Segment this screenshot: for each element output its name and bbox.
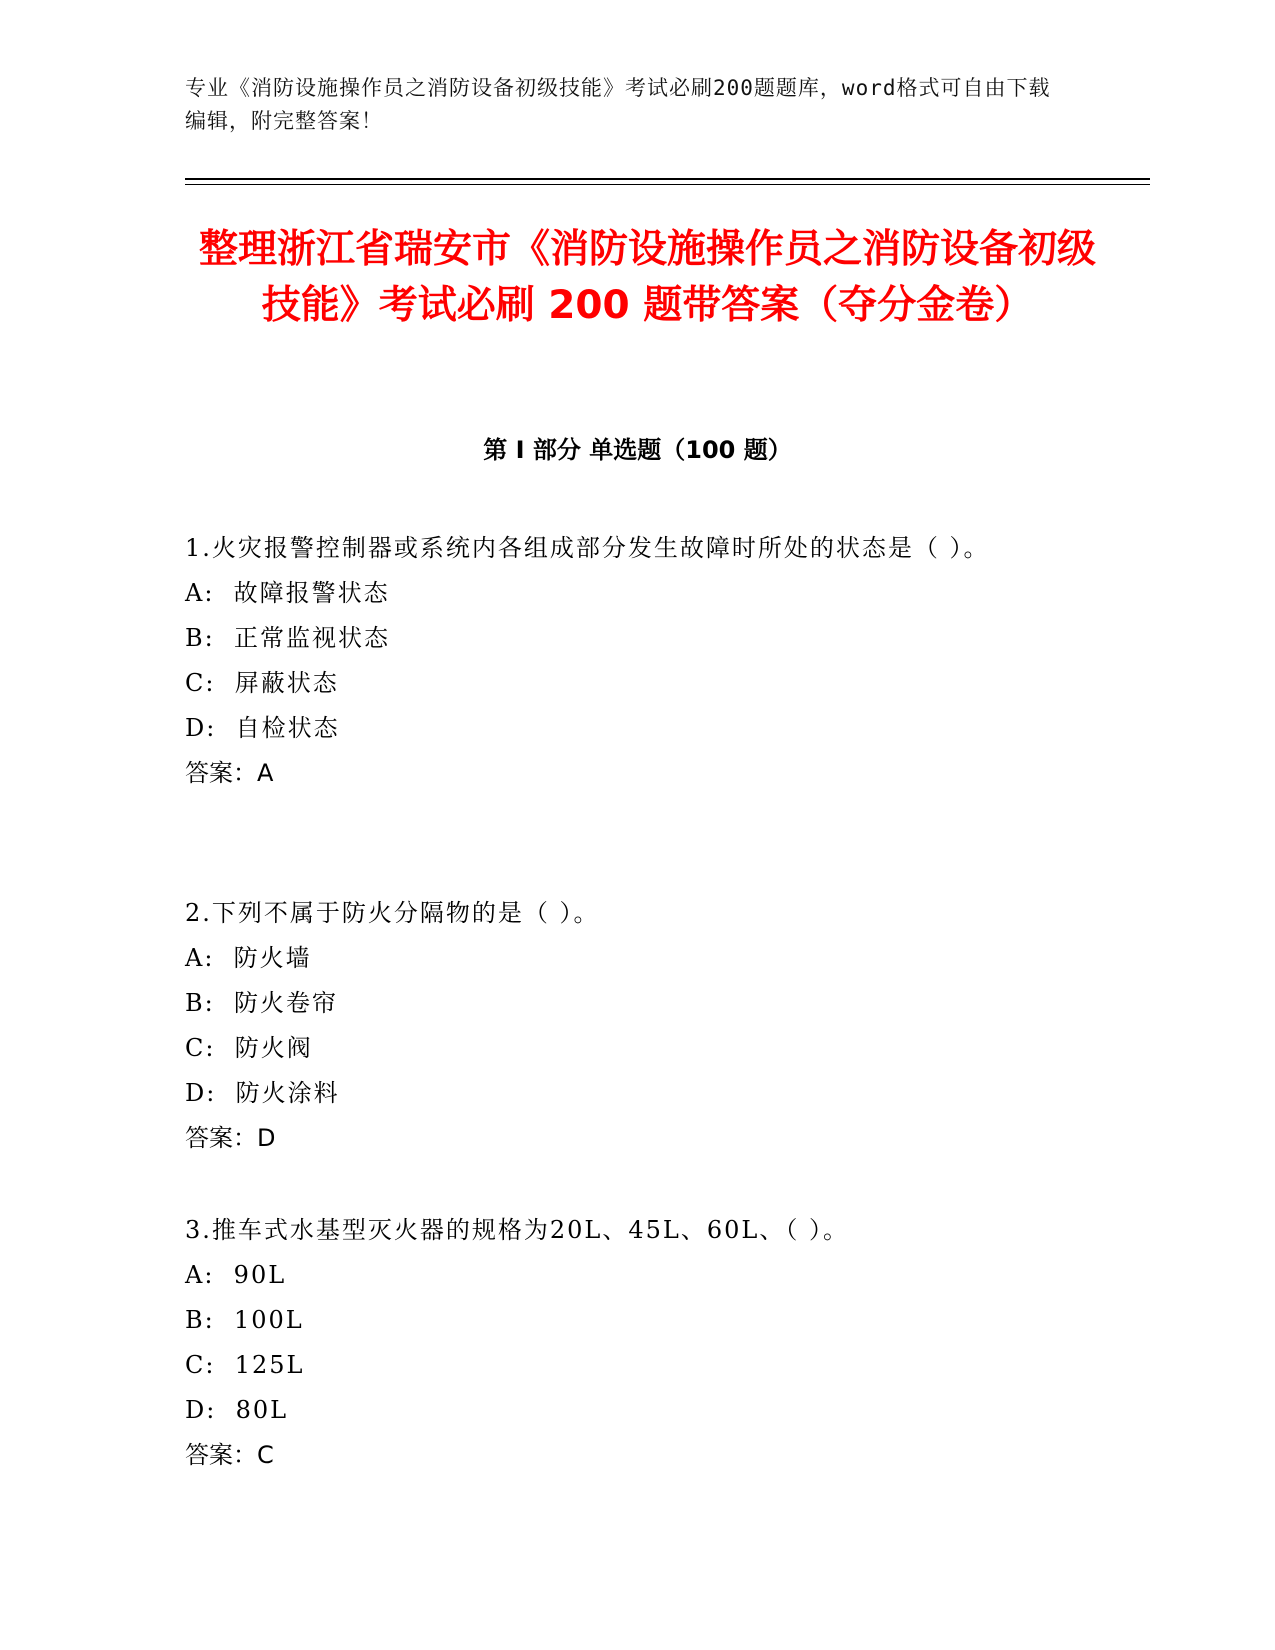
section-title: 第 I 部分 单选题（100 题）: [483, 436, 792, 464]
question-3: [185, 1207, 1045, 1478]
question-2: [185, 890, 1045, 1161]
option-d: D: 防火涂料: [185, 1079, 340, 1107]
document-title: 整理浙江省瑞安市《消防设施操作员之消防设备初级技能》考试必刷 200 题带答案（夺分金卷）: [198, 227, 1096, 328]
header-rule-thick: [185, 178, 1150, 180]
answer: 答案：A: [185, 759, 274, 787]
option-d: D: 80L: [185, 1396, 289, 1424]
option-c: C: 屏蔽状态: [185, 669, 339, 697]
option-b: B: 正常监视状态: [185, 624, 390, 652]
option-d: D: 自检状态: [185, 714, 340, 742]
question-text: 3.推车式水基型灭火器的规格为20L、45L、60L、（ ）。: [185, 1216, 849, 1244]
option-c: C: 125L: [185, 1351, 305, 1379]
question-1: [185, 525, 1045, 796]
header-rule-thin: [185, 184, 1150, 185]
question-text: 1.火灾报警控制器或系统内各组成部分发生故障时所处的状态是（ ）。: [185, 534, 990, 562]
option-a: A: 90L: [185, 1261, 287, 1289]
option-a: A: 故障报警状态: [185, 579, 390, 607]
option-a: A: 防火墙: [185, 944, 312, 972]
answer: 答案：D: [185, 1124, 276, 1152]
option-c: C: 防火阀: [185, 1034, 313, 1062]
question-text: 2.下列不属于防火分隔物的是（ ）。: [185, 899, 600, 927]
option-b: B: 防火卷帘: [185, 989, 338, 1017]
answer: 答案：C: [185, 1441, 274, 1469]
option-b: B: 100L: [185, 1306, 304, 1334]
header-note: 专业《消防设施操作员之消防设备初级技能》考试必刷200题题库，word格式可自由下载编辑，附完整答案！: [185, 76, 1051, 133]
